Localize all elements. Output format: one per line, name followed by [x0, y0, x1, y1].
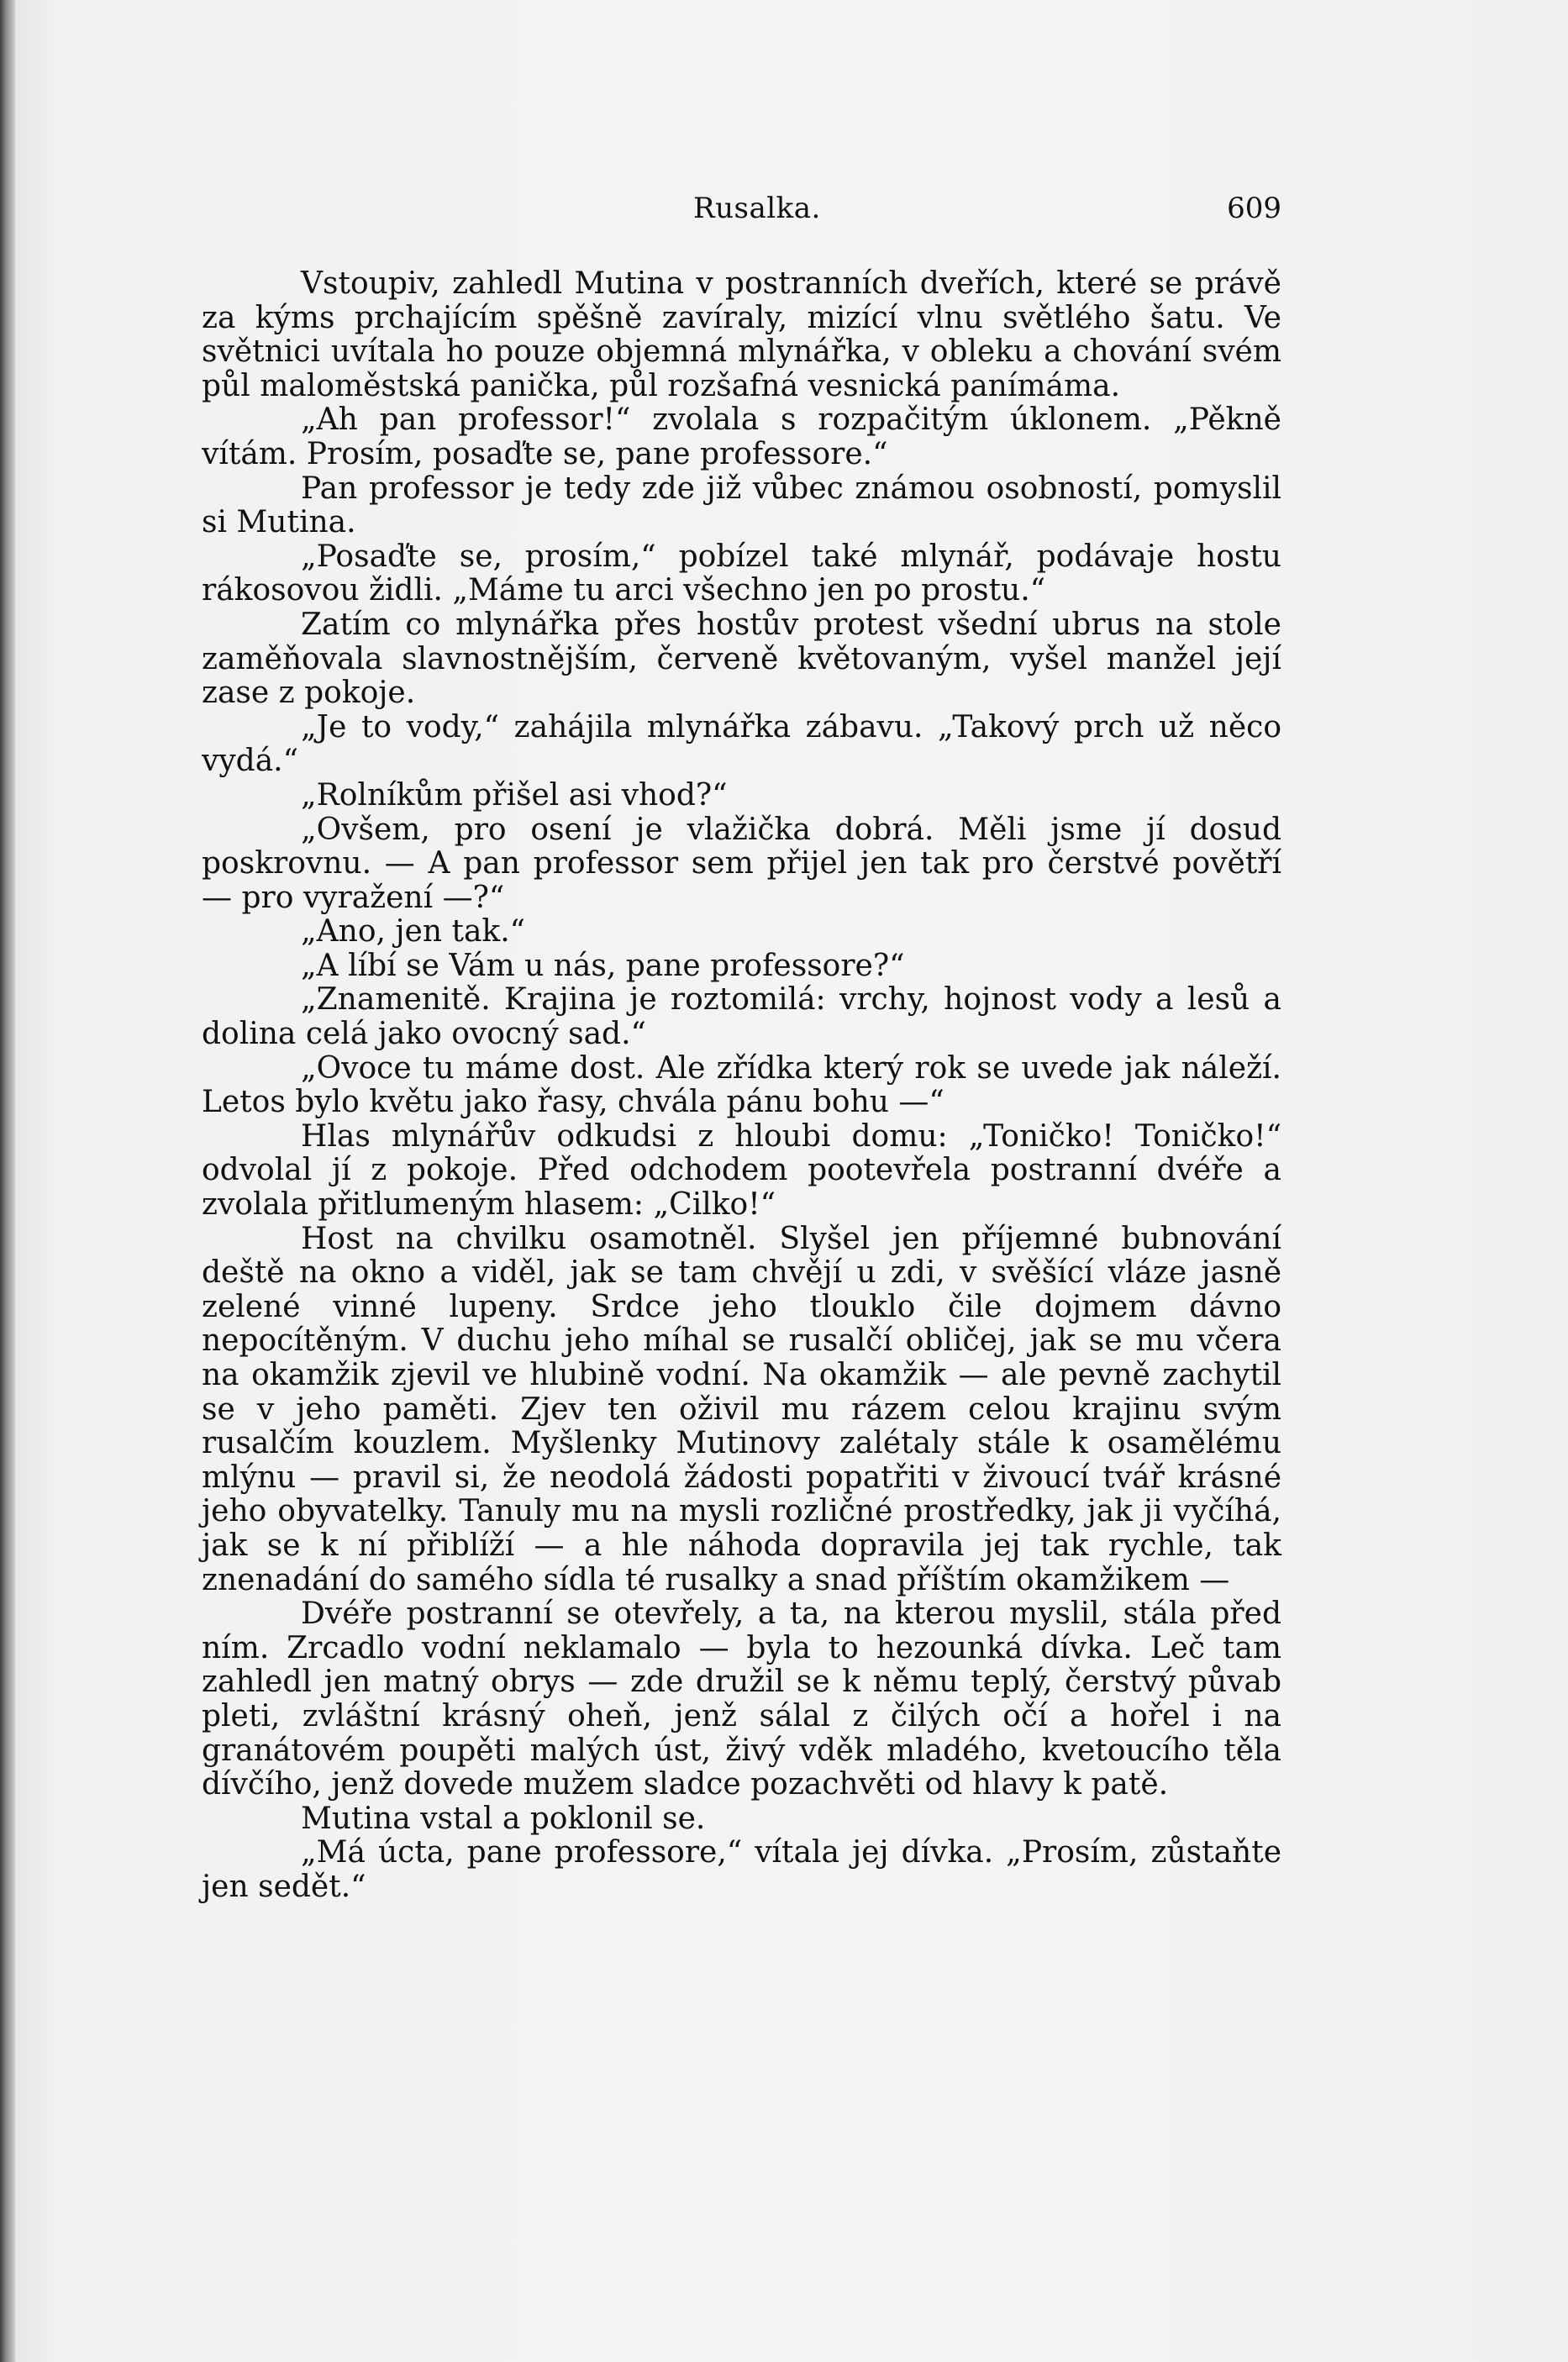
page-header [197, 192, 1281, 242]
paragraph: „Posaďte se, prosím,“ pobízel také mlynář, podávaje hostu rákosovou židli. „Máme tu arci všechno jen po prostu.“ [202, 539, 1281, 608]
paragraph: „Má úcta, pane professore,“ vítala jej dívka. „Prosím, zůstaňte jen sedět.“ [202, 1835, 1281, 1904]
paragraph: „A líbí se Vám u nás, pane professore?“ [301, 948, 905, 983]
paragraph: Zatím co mlynářka přes hostův protest všední ubrus na stole zaměňovala slavnostnějším, červeně květovaným, vyšel manžel její zase z pokoje. [202, 607, 1281, 711]
body-text [202, 267, 1281, 1905]
page-binding-edge [0, 0, 15, 2362]
paragraph: „Ovšem, pro osení je vlažička dobrá. Měli jsme jí dosud poskrovnu. — A pan professor sem přijel jen tak pro čerstvé povětří — pro vyražení —?“ [202, 812, 1281, 915]
page-number: 609 [1227, 192, 1281, 225]
paragraph: „Ovoce tu máme dost. Ale zřídka který rok se uvede jak náleží. Letos bylo květu jako řasy, chvála pánu bohu —“ [202, 1050, 1281, 1120]
paragraph: Dvéře postranní se otevřely, a ta, na kterou myslil, stála před ním. Zrcadlo vodní neklamalo — byla to hezounká dívka. Leč tam zahledl jen matný obrys — zde družil se k němu teplý, čerstvý půvab pleti, zvláštní krásný oheň, jenž sálal z čilých očí a hořel i na granátovém poupěti malých úst, živý vděk mladého, kvetoucího těla dívčího, jenž dovede mužem sladce pozachvěti od hlavy k patě. [202, 1597, 1281, 1802]
paragraph: Hlas mlynářův odkudsi z hloubi domu: „Toničko! Toničko!“ odvolal jí z pokoje. Před odchodem pootevřela postranní dvéře a zvolala přitlumeným hlasem: „Cilko!“ [202, 1118, 1281, 1223]
paragraph: „Ah pan professor!“ zvolala s rozpačitým úklonem. „Pěkně vítám. Prosím, posaďte se, pane professore.“ [202, 402, 1281, 471]
paragraph: „Znamenitě. Krajina je roztomilá: vrchy, hojnost vody a lesů a dolina celá jako ovocný sad.“ [202, 982, 1281, 1052]
running-title: Rusalka. [693, 192, 821, 225]
paragraph: „Rolníkům přišel asi vhod?“ [301, 777, 728, 813]
paragraph: Mutina vstal a poklonil se. [301, 1801, 706, 1836]
paragraph: Vstoupiv, zahledl Mutina v postranních dveřích, které se právě za kýms prchajícím spěšně zavíraly, mizící vlnu světlého šatu. Ve světnici uvítala ho pouze objemná mlynářka, v obleku a chování svém půl maloměstská panička, půl rozšafná vesnická panímáma. [202, 266, 1281, 403]
paragraph: Pan professor je tedy zde již vůbec známou osobností, pomyslil si Mutina. [202, 471, 1281, 540]
paragraph: Host na chvilku osamotněl. Slyšel jen příjemné bubnování deště na okno a viděl, jak se tam chvějí u zdi, v svěšící vláze jasně zelené vinné lupeny. Srdce jeho tlouklo čile dojmem dávno nepocítěným. V duchu jeho míhal se rusalčí obličej, jak se mu včera na okamžik zjevil ve hlubině vodní. Na okamžik — ale pevně zachytil se v jeho paměti. Zjev ten oživil mu rázem celou krajinu svým rusalčím kouzlem. Myšlenky Mutinovy zalétaly stále k osamělému mlýnu — pravil si, že neodolá žádosti popatřiti v živoucí tvář krásné jeho obyvatelky. Tanuly mu na mysli rozličné prostředky, jak ji vyčíhá, jak se k ní přiblíží — a hle náhoda dopravila jej tak rychle, tak znenadání do samého sídla té rusalky a snad příštím okamžikem — [202, 1221, 1281, 1597]
paragraph: „Je to vody,“ zahájila mlynářka zábavu. „Takový prch už něco vydá.“ [202, 709, 1281, 779]
paragraph: „Ano, jen tak.“ [301, 914, 526, 950]
